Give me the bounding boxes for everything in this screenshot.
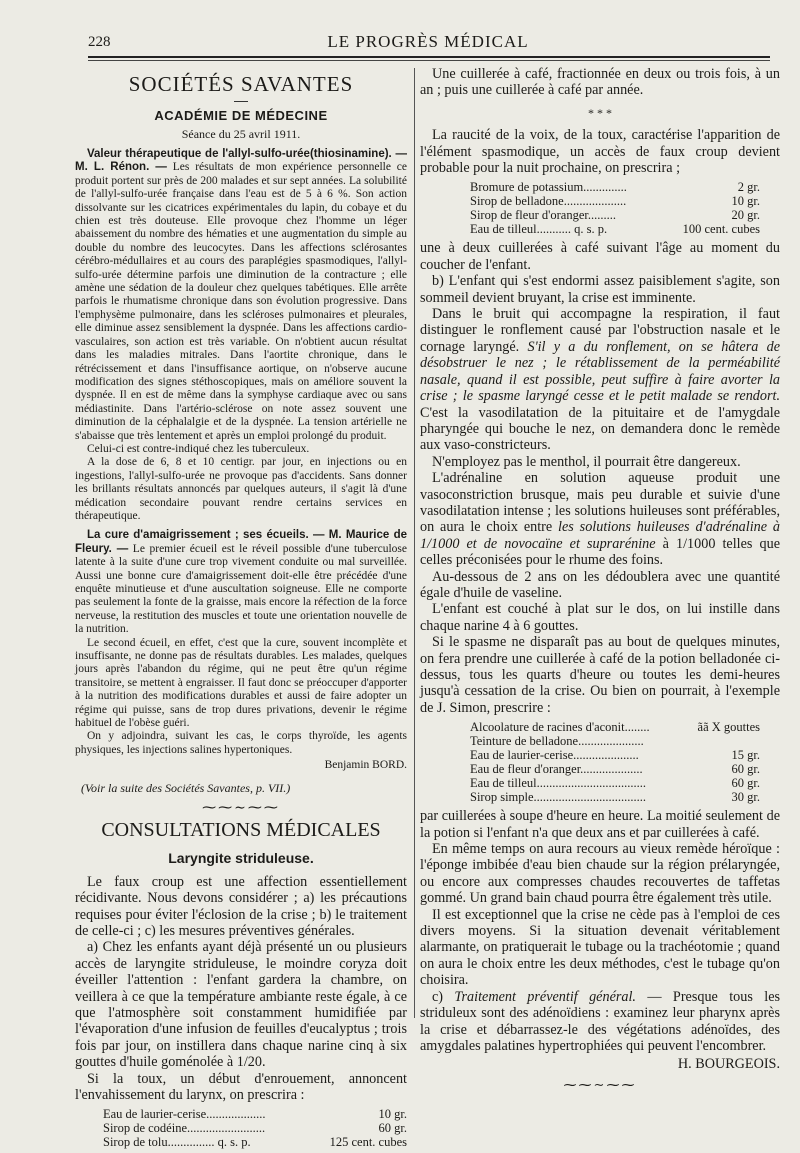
asterism: * * * — [588, 105, 612, 120]
report-paragraph: La cure d'amaigrissement ; ses écueils. — M. Maurice de Fleury. — Le premier écueil est le réveil possible d'une tuberculose latente à la suite d'une cure trop vivement conduite ou mal surveillée. Aussi une bonne cure d'amaigrissement doit-elle être précédée d'une enquête minutieuse et d'une auscultation soigneuse. Elle ne comporte pas seulement la fonte de la graisse, mais encore la réfection de la force nerveuse, la restitution des muscles et toute une orientation nouvelle de la nutrition. — [75, 529, 407, 636]
prescription-item: Eau de laurier-cerise..................... 15 gr. — [470, 748, 760, 763]
journal-title: LE PROGRÈS MÉDICAL — [327, 32, 529, 51]
article-paragraph: N'employez pas le menthol, il pourrait être dangereux. — [432, 453, 741, 470]
article-paragraph: L'enfant est couché à plat sur le dos, on lui instille dans chaque narine 4 à 6 gouttes. — [420, 601, 780, 634]
article-title: Laryngite striduleuse. — [168, 849, 314, 866]
prescription-list — [470, 180, 760, 236]
ornament-divider: ⁓⁓∼⁓⁓ — [563, 1076, 637, 1092]
article-paragraph: Si le spasme ne disparaît pas au bout de quelques minutes, on fera prendre une cuillerée à café de la potion belladonée ci-dessus, tous les quarts d'heure ou toutes les demi-heures jusqu'à cessation de la crise. Ou bien on pourrait, à l'exemple de J. Simon, prescrire : — [420, 634, 780, 716]
prescription-item: Sirop simple.................................... 30 gr. — [470, 790, 760, 805]
prescription-item: Alcoolature de racines d'aconit........ ãã X gouttes — [470, 720, 760, 735]
article-paragraph: En même temps on aura recours au vieux remède héroïque : l'éponge imbibée d'eau bien chaude sur la région prélaryngée, ou encore aux compresses chaudes recouvertes de taffetas gommé. Un grand bain chaud pourra être également très utile. — [420, 841, 780, 907]
prescription-item: Sirop de fleur d'oranger......... 20 gr. — [470, 208, 760, 223]
academy-title: ACADÉMIE DE MÉDECINE — [154, 108, 328, 123]
article-paragraph: Au-dessous de 2 ans on les dédoublera avec une quantité égale d'huile de vaseline. — [420, 568, 780, 601]
ornament-divider: ⁓⁓∼⁓⁓ — [202, 800, 280, 816]
article-paragraph: une à deux cuillerées à café suivant l'âge au moment du coucher de l'enfant. — [420, 240, 780, 273]
prescription-item: Sirop de belladone.................... 10 gr. — [470, 194, 760, 209]
report-paragraph: On y adjoindra, suivant les cas, le corps thyroïde, les agents physiques, les injections salines hypertoniques. — [75, 730, 407, 756]
report-paragraph: A la dose de 6, 8 et 10 centigr. par jour, en injections ou en ingestions, l'allyl-sulfo-urée ne provoque pas d'accidents. Sans donner les brillants résultats annoncés par quelques auteurs, il s'agit là d'une médication secondaire pouvant rendre certains services en thérapeutique. — [75, 456, 407, 522]
title-dash — [234, 101, 248, 102]
page-number: 228 — [88, 34, 111, 50]
see-also-note: (Voir la suite des Sociétés Savantes, p. VII.) — [81, 780, 291, 795]
header-rule — [88, 56, 770, 58]
article-paragraph: Une cuillerée à café, fractionnée en deux ou trois fois, à un an ; puis une cuillerée à café par année. — [420, 66, 780, 99]
prescription-item: Eau de tilleul........... q. s. p. 100 cent. cubes — [470, 222, 760, 237]
prescription-item: Bromure de potassium.............. 2 gr. — [470, 180, 760, 195]
article-body — [75, 874, 407, 1104]
prescription-item: Eau de fleur d'oranger.................... 60 gr. — [470, 762, 760, 777]
academy-report — [75, 148, 407, 773]
prescription-item: Sirop de tolu............... q. s. p. 125 cent. cubes — [103, 1135, 407, 1150]
prescription-item: Sirop de codéine......................... 60 gr. — [103, 1121, 407, 1136]
prescription-list — [470, 720, 760, 804]
article-paragraph: L'adrénaline en solution aqueuse produit une vasoconstriction brusque, mais peu durable et suivie d'une vasodilatation intense ; les solutions huileuses sont préférables, on aura le choix entre les solutions huileuses d'adrénaline à 1/1000 et de novocaïne et suprarénine à 1/1000 telles que celles préconisées pour le rhume des foins. — [420, 470, 780, 569]
prescription-item: Teinture de belladone..................... — [470, 734, 644, 749]
article-paragraph: a) Chez les enfants ayant déjà présenté un ou plusieurs accès de laryngite striduleuse, le moindre coryza doit éveiller l'attention : l'enfant gardera la chambre, on veillera à ce que la température ambiante reste égale, à ce que l'atmosphère soit constamment humidifiée par l'évaporation d'une infusion de feuilles d'eucalyptus ; trois fois par jour, on instillera dans chaque narine cinq à six gouttes d'huile goménolée à 1/20. — [75, 939, 407, 1071]
page-header — [88, 30, 768, 54]
report-paragraph: Celui-ci est contre-indiqué chez les tuberculeux. — [87, 442, 310, 455]
article-paragraph: Dans le bruit qui accompagne la respiration, il faut distinguer le ronflement causé par l'obstruction nasale et le cornage laryngé. S'il y a du ronflement, on se hâtera de désobstruer le nez ; le rétablissement de la perméabilité nasale, quand il est possible, peut suffire à faire avorter la crise ; le spasme laryngé cesse et le petit malade se rendort. C'est la vasodilatation de la pituitaire et de l'amygdale pharyngée qui bouche le nez, on demandera donc le remède aux vaso-constricteurs. — [420, 306, 780, 454]
article-paragraph: La raucité de la voix, de la toux, caractérise l'apparition de l'élément spasmodique, un accès de faux croup devient probable pour la nuit prochaine, on prescrira ; — [420, 127, 780, 177]
left-column — [75, 66, 407, 1153]
report-paragraph: Valeur thérapeutique de l'allyl-sulfo-urée(thiosinamine). — M. L. Rénon. — Les résultats de mon expérience personnelle ce produit portent sur près de 200 malades et sur sept années. La solubilité de l'allyl-sulfo-urée française dans l'eau est de 5 à 6 %. Son action dissolvante sur les cicatrices expérimentales du lapin, du cobaye et du chien est très douteuse. Elle provoque chez l'homme un léger abaissement du nombre des hématies et une augmentation du simple au double du nombre des leucocytes. Dans les affections sclérosantes cérébro-médullaires et au cours des paraplégies spasmodiques, l'allyl-sulfo-urée détermine parfois une diminution de la contracture ; elle amène une sédation de la douleur chez quelques tabétiques. Elle arrête parfois le rhumatisme chronique dans son évolution progressive. Dans l'emphysème pulmonaire, dans les scléroses pulmonaires et pleurales, elle diminue assez sensiblement la dyspnée. Dans les affections cardio-vasculaires, son action est très variable. On n'obtient aucun résultat dans les maladies mitrales. Dans l'aortite chronique, dans le rétrécissement et dans l'insuffisance aortique, on n'observe aucune modification des signes stéthoscopiques, mais on améliore souvent la dyspnée. Il en est de même dans la symphyse cardiaque avec ou sans médiastinite. Dans l'artério-sclérose on note assez souvent une diminution de la céphalalgie et de la dyspnée. La tension artérielle ne s'abaisse que très lentement et après un emploi prolongé du produit. — [75, 148, 407, 442]
prescription-item: Eau de tilleul................................... 60 gr. — [470, 776, 760, 791]
section-title: SOCIÉTÉS SAVANTES — [128, 72, 354, 96]
article-paragraph: c) Traitement préventif général. — Presque tous les striduleux sont des adénoïdiens : examinez leur pharynx après la crise et débarrassez-le des végétations adénoïdes, des amygdales palatines hypertrophiées qui peuvent l'encombrer. — [420, 988, 781, 1054]
signature: H. BOURGEOIS. — [677, 1056, 780, 1073]
column-separator — [414, 68, 415, 1018]
seance-date: Séance du 25 avril 1911. — [181, 127, 301, 141]
prescription-item: Eau de laurier-cerise................... 10 gr. — [103, 1107, 407, 1122]
article-paragraph: Si la toux, un début d'enrouement, annoncent l'envahissement du larynx, on prescrira : — [75, 1070, 407, 1103]
signature: Benjamin BORD. — [324, 759, 407, 772]
header-rule-thin — [88, 60, 770, 61]
article-paragraph: Il est exceptionnel que la crise ne cède pas à l'emploi de ces divers moyens. Si la situation devenait véritablement alarmante, on pratiquerait le tubage ou la trachéotomie ; quand on aura le choix entre les deux méthodes, c'est le tubage qu'on choisira. — [420, 906, 780, 989]
prescription-list — [103, 1107, 407, 1149]
consultations-title: CONSULTATIONS MÉDICALES — [101, 818, 381, 841]
article-paragraph: par cuillerées à soupe d'heure en heure. La moitié seulement de la potion si l'enfant n'a que deux ans et par cuillerées à café. — [420, 808, 780, 841]
report-paragraph: Le second écueil, en effet, c'est que la cure, souvent incomplète et insuffisante, ne donne pas de résultats durables. Les malades, quelques jours après l'abandon du régime, qui ne peut être qu'un régime transitoire, se mettent à engraisser. Il faut donc se préoccuper d'apporter à la nutrition des modifications durables et aussi de faire adopter un régime qui puisse, sans de trop dures privations, devenir le régime habituel de l'obèse guéri. — [75, 636, 407, 730]
article-paragraph: b) L'enfant qui s'est endormi assez paisiblement s'agite, son sommeil devient bruyant, la crise est imminente. — [420, 273, 780, 306]
right-column — [420, 66, 780, 1093]
article-paragraph: Le faux croup est une affection essentiellement récidivante. Nous devons considérer ; a) les précautions requises pour éviter l'éclosion de la crise ; b) le traitement de celle-ci ; c) les mesures préventives générales. — [75, 873, 407, 939]
